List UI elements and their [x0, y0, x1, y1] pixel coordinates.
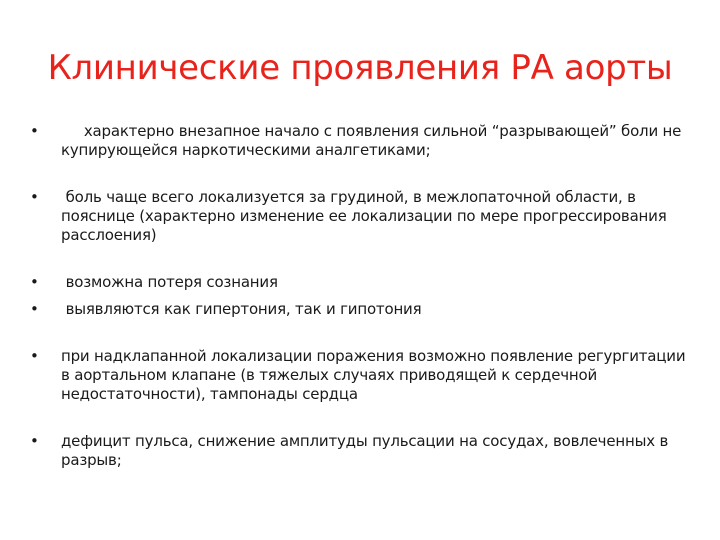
- slide-title: Клинические проявления РА аорты: [47, 48, 673, 88]
- bullet-text: выявляются как гипертония, так и гипотония: [61, 300, 422, 318]
- bullet-icon: •: [30, 432, 39, 450]
- bullet-item-regurgitation: [30, 347, 690, 404]
- bullet-list: [30, 122, 690, 470]
- bullet-item-blood-pressure: [30, 300, 690, 319]
- bullet-icon: •: [30, 122, 39, 140]
- bullet-icon: •: [30, 188, 39, 206]
- bullet-text: характерно внезапное начало с появления сильной “разрывающей” боли не купирующейся наркотическими аналгетиками;: [61, 122, 686, 159]
- bullet-icon: •: [30, 300, 39, 318]
- bullet-icon: •: [30, 347, 39, 365]
- bullet-item-pain-location: [30, 188, 690, 245]
- bullet-text: боль чаще всего локализуется за грудиной, в межлопаточной области, в пояснице (характерно изменение ее локализации по мере прогрессирования расслоения): [61, 188, 672, 244]
- bullet-text: возможна потеря сознания: [61, 273, 278, 291]
- bullet-text: при надклапанной локализации поражения возможно появление регургитации в аортальном клапане (в тяжелых случаях приводящей к сердечной недостаточности), тампонады сердца: [61, 347, 690, 403]
- bullet-text: дефицит пульса, снижение амплитуды пульсации на сосудах, вовлеченных в разрыв;: [61, 432, 673, 469]
- bullet-item-consciousness: [30, 273, 690, 292]
- bullet-item-pulse-deficit: [30, 432, 690, 470]
- bullet-icon: •: [30, 273, 39, 291]
- bullet-item-pain-onset: [30, 122, 690, 160]
